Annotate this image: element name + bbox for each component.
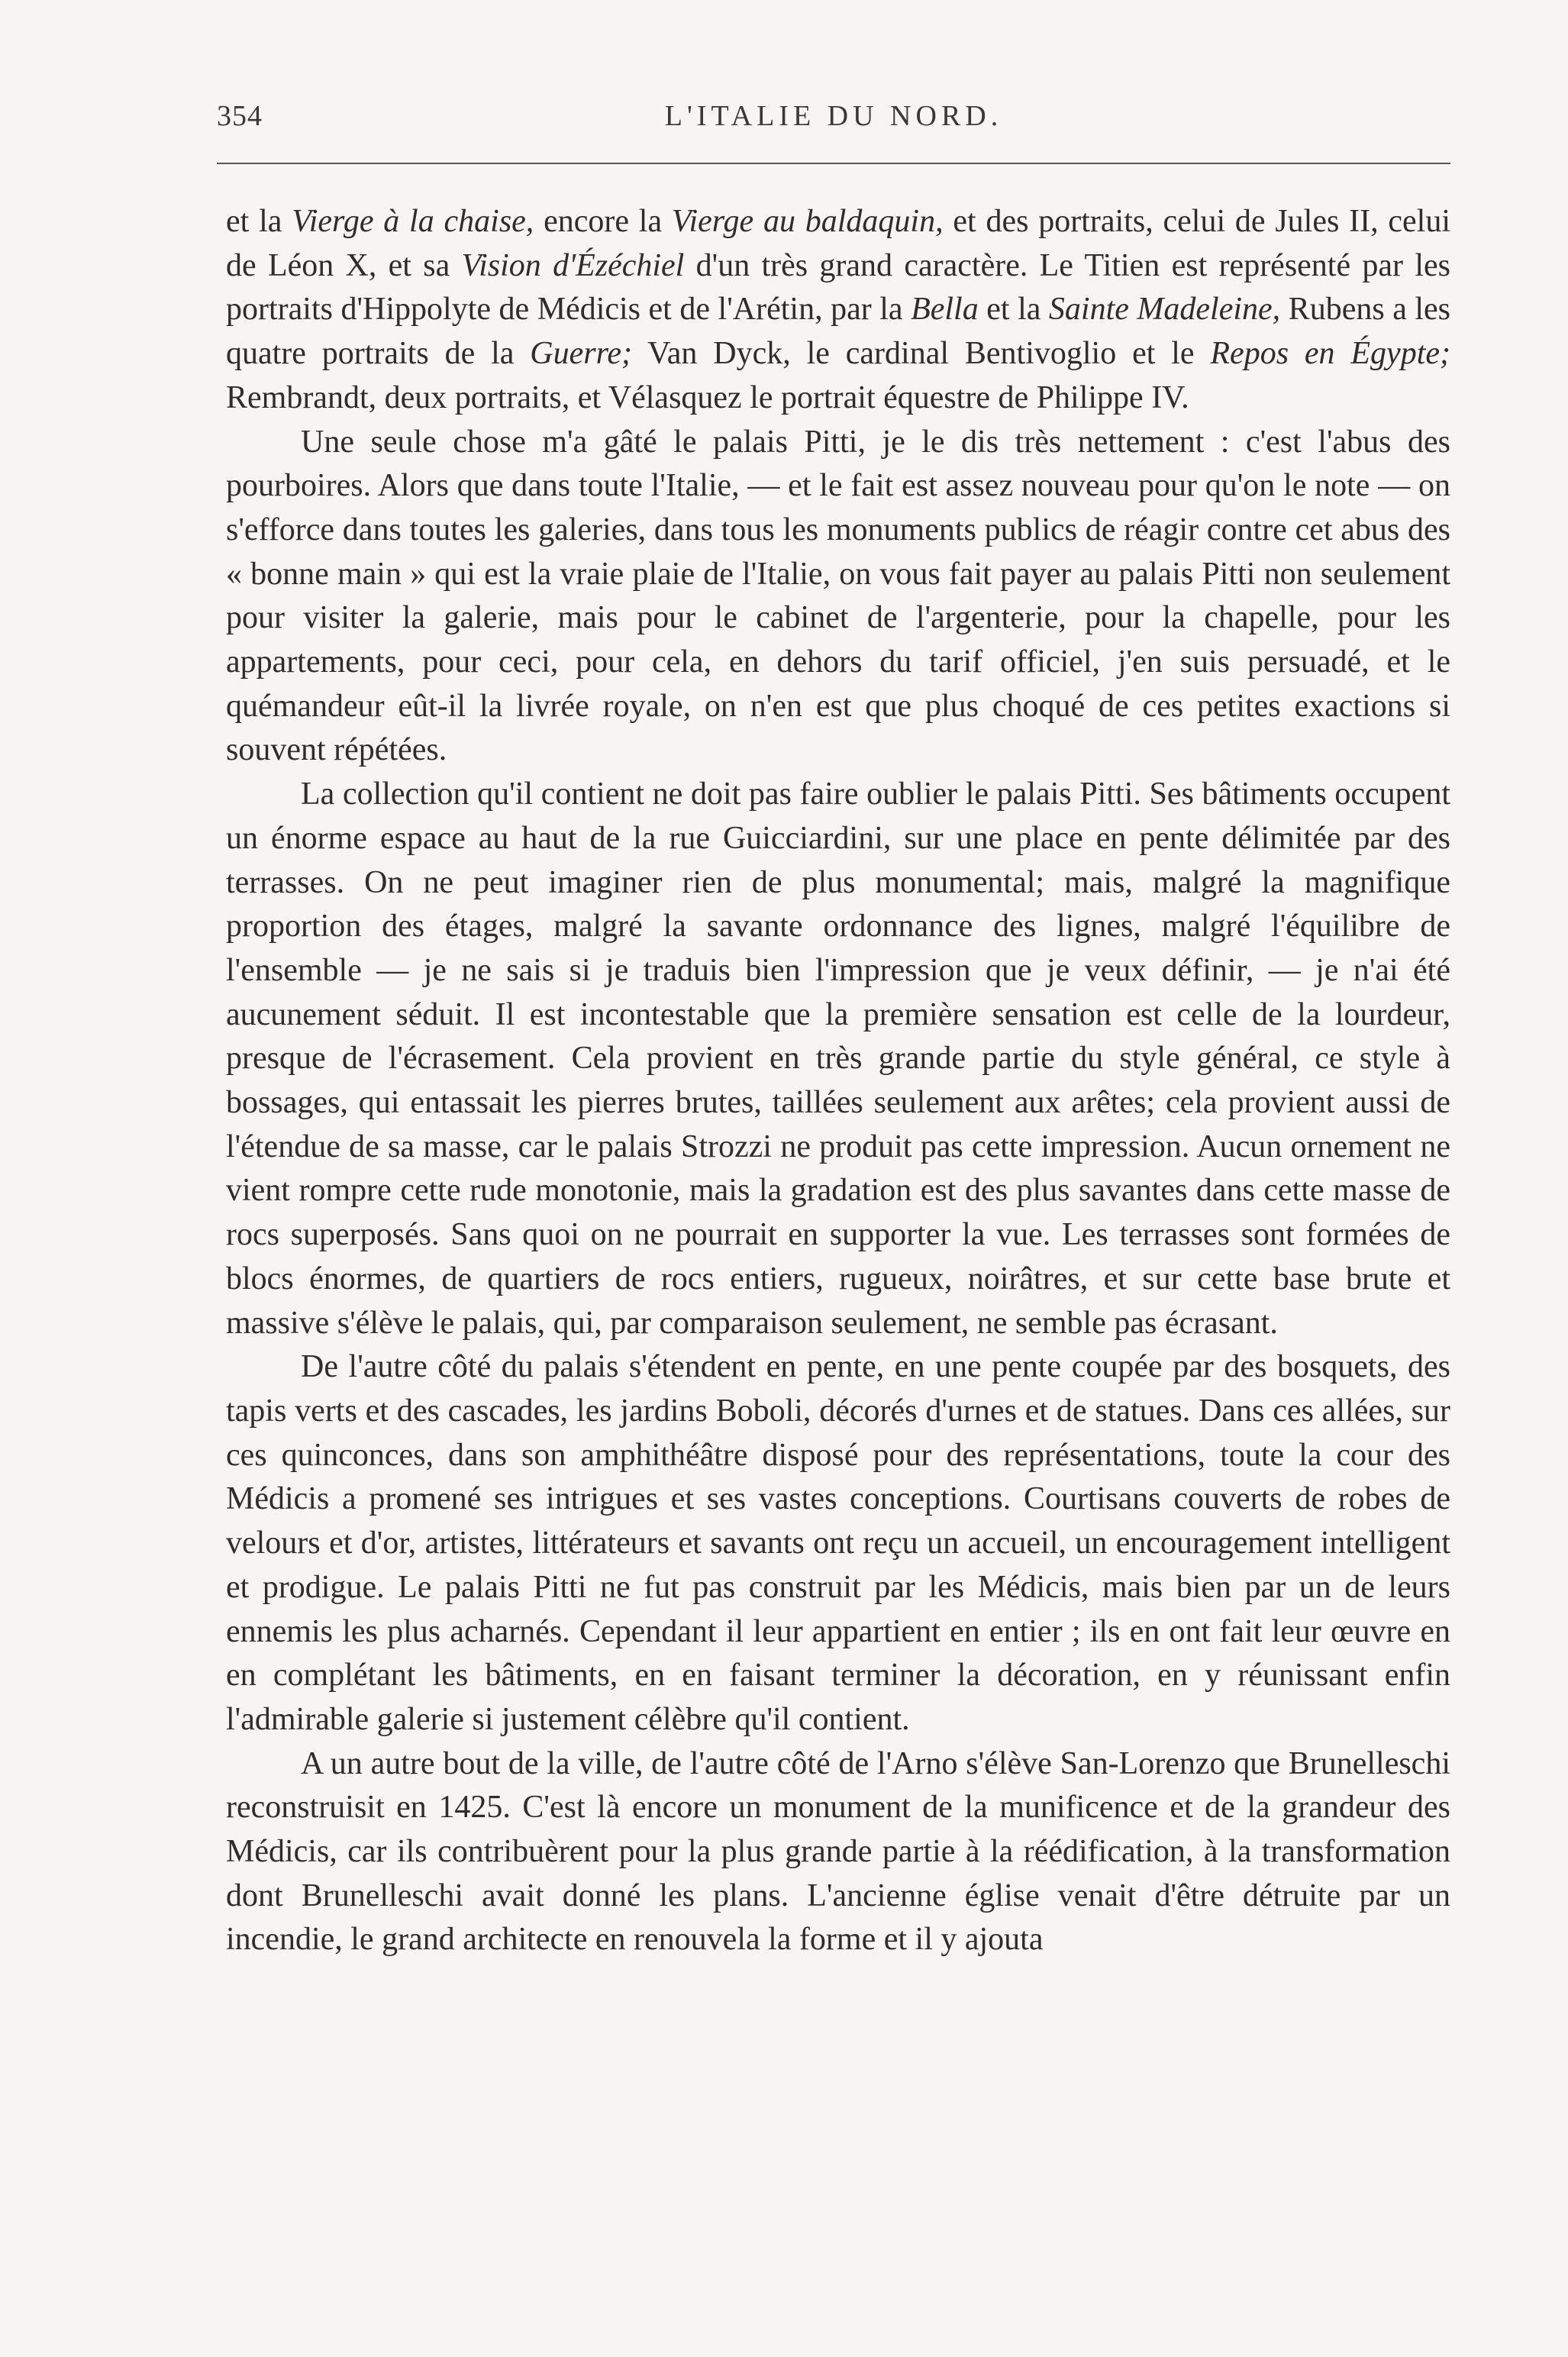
text-segment: Rubens a les quatre portraits de la [226, 292, 1451, 372]
italic-title-text: Vision d'Ézéchiel [461, 247, 685, 283]
text-segment: encore la [534, 204, 672, 239]
paragraph [226, 1345, 1450, 1742]
text-segment: d'un très grand caractère. Le Titien est représenté par les portraits d'Hippolyte de Médicis et de l'Arétin, par la [226, 247, 1450, 328]
text-segment: Rembrandt, deux portraits, et Vélasquez le portrait équestre de Philippe IV. [226, 379, 1189, 415]
text-segment: La collection qu'il contient ne doit pas faire oublier le palais Pitti. Ses bâtiments occupent un énorme espace au haut de la rue Guicciardini, sur une place en pente délimitée par des terrasses. On ne peut imaginer rien de plus monumental; mais, malgré la magnifique proportion des étages, malgré la savante ordonnance des lignes, malgré l'équilibre de l'ensemble — je ne sais si je traduis bien l'impression que je veux définir, — je n'ai été aucunement séduit. Il est incontestable que la première sensation est celle de la lourdeur, presque de l'écrasement. Cela provient en très grande partie du style général, ce style à bossages, qui entassait les pierres brutes, taillées seulement aux arêtes; cela provient aussi de l'étendue de sa masse, car le palais Strozzi ne produit pas cette impression. Aucun ornement ne vient rompre cette rude monotonie, mais la gradation est des plus savantes dans cette masse de rocs superposés. Sans quoi on ne pourrait en supporter la vue. Les terrasses sont formées de blocs énormes, de quartiers de rocs entiers, rugueux, noirâtres, et sur cette base brute et massive s'élève le palais, qui, par comparaison seulement, ne semble pas écrasant. [226, 777, 1450, 1341]
italic-title-text: Vierge à la chaise, [292, 204, 534, 239]
page-number: 354 [217, 100, 263, 132]
paragraph [226, 421, 1450, 773]
italic-title-text: Guerre; [530, 336, 633, 372]
italic-title-text: Bella [911, 292, 979, 328]
header-rule [217, 163, 1450, 164]
text-segment: De l'autre côté du palais s'étendent en pente, en une pente coupée par des bosquets, des tapis verts et des cascades, les jardins Boboli, décorés d'urnes et de statues. Dans ces allées, sur ces quinconces, dans son amphithéâtre disposé pour des représentations, toute la cour des Médicis a promené ses intrigues et ses vastes conceptions. Courtisans couverts de robes de velours et d'or, artistes, littérateurs et savants ont reçu un accueil, un encouragement intelligent et prodigue. Le palais Pitti ne fut pas construit par les Médicis, mais bien par un de leurs ennemis les plus acharnés. Cependant il leur appartient en entier ; ils en ont fait leur œuvre en en complétant les bâtiments, en en faisant terminer la décoration, en y réunissant enfin l'admirable galerie si justement célèbre qu'il contient. [226, 1349, 1450, 1737]
body-text [226, 200, 1450, 1962]
italic-title-text: Repos en Égypte; [1210, 336, 1450, 372]
text-segment: et des portraits, celui de Jules II, celui de Léon X, et sa [226, 204, 1450, 283]
text-segment: Une seule chose m'a gâté le palais Pitti, je le dis très nettement : c'est l'abus des pourboires. Alors que dans toute l'Italie, — et le fait est assez nouveau pour qu'on le note — on s'efforce dans toutes les galeries, dans tous les monuments publics de réagir contre cet abus des « bonne main » qui est la vraie plaie de l'Italie, on vous fait payer au palais Pitti non seulement pour visiter la galerie, mais pour le cabinet de l'argenterie, pour la chapelle, pour les appartements, pour ceci, pour cela, en dehors du tarif officiel, j'en suis persuadé, et le quémandeur eût-il la livrée royale, on n'en est que plus choqué de ces petites exactions si souvent répétées. [226, 424, 1450, 768]
italic-title-text: Sainte Madeleine, [1048, 292, 1281, 328]
paragraph [226, 1742, 1450, 1963]
text-segment: A un autre bout de la ville, de l'autre côté de l'Arno s'élève San-Lorenzo que Brunelleschi reconstruisit en 1425. C'est là encore un monument de la munificence et de la grandeur des Médicis, car ils contribuèrent pour la plus grande partie à la réédification, à la transformation dont Brunelleschi avait donné les plans. L'ancienne église venait d'être détruite par un incendie, le grand architecte en renouvela la forme et il y ajouta [226, 1745, 1450, 1958]
text-segment: et la [226, 204, 292, 239]
paragraph [226, 200, 1450, 421]
text-segment: et la [978, 292, 1049, 328]
running-title: L'ITALIE DU NORD. [664, 100, 1003, 132]
text-segment: Van Dyck, le cardinal Bentivoglio et le [632, 336, 1211, 372]
paragraph [226, 773, 1450, 1345]
page-header [217, 99, 1450, 145]
italic-title-text: Vierge au baldaquin, [671, 204, 944, 239]
